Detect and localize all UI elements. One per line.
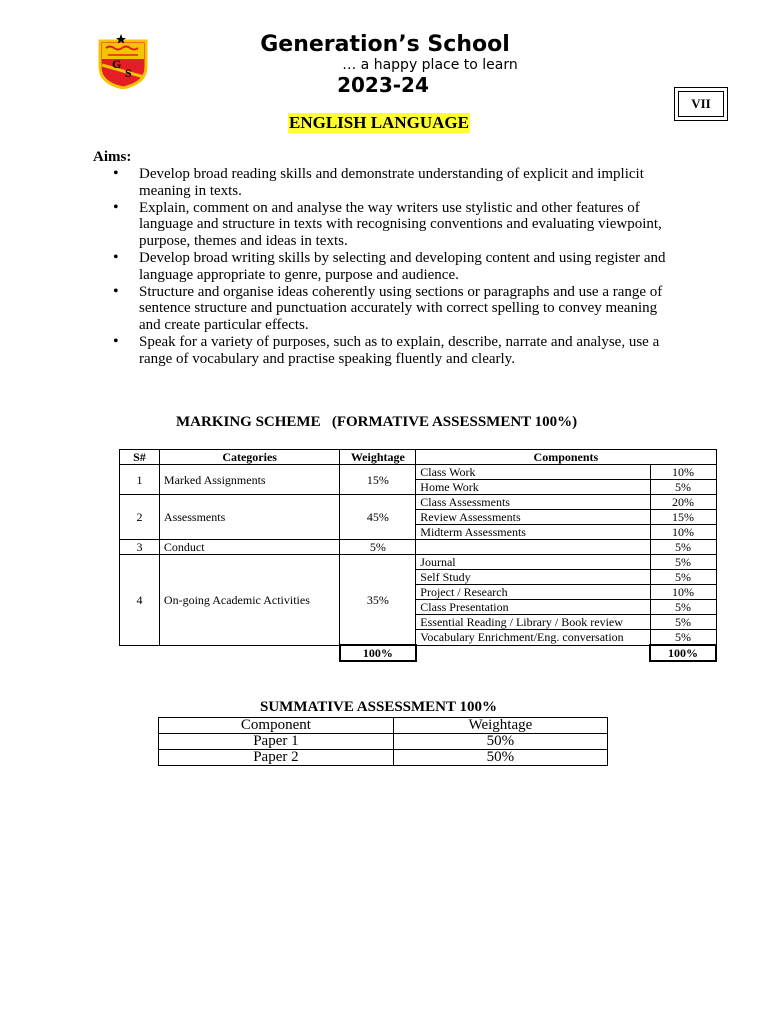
table-row xyxy=(120,555,717,570)
aims-item: • Develop broad reading skills and demonstrate understanding of explicit and implicit meaning in texts. xyxy=(113,166,673,200)
aims-list xyxy=(113,166,673,368)
table-row xyxy=(120,465,717,480)
svg-text:G: G xyxy=(112,57,122,71)
row-category: Assessments xyxy=(159,495,339,540)
table-row xyxy=(120,495,717,510)
aims-item: • Speak for a variety of purposes, such as to explain, describe, narrate and analyse, use a range of vocabulary and practise speaking fluently and clearly. xyxy=(113,334,673,368)
summative-weight: 50% xyxy=(393,734,607,750)
header-weightage: Weightage xyxy=(393,718,607,734)
row-category: Marked Assignments xyxy=(159,465,339,495)
component-name: Vocabulary Enrichment/Eng. conversation xyxy=(416,630,650,646)
component-weight: 5% xyxy=(650,615,716,630)
aims-item: • Explain, comment on and analyse the way writers use stylistic and other features of language and structure in texts with recognising conventions and evaluating viewpoint, purpose, themes and ideas in texts. xyxy=(113,200,673,250)
component-name: Essential Reading / Library / Book review xyxy=(416,615,650,630)
component-name: Self Study xyxy=(416,570,650,585)
summative-component: Paper 2 xyxy=(159,750,394,766)
component-name: Review Assessments xyxy=(416,510,650,525)
component-weight: 10% xyxy=(650,585,716,600)
component-name: Midterm Assessments xyxy=(416,525,650,540)
aims-item: • Structure and organise ideas coherently using sections or paragraphs and use a range of sentence structure and punctuation accurately with correct spelling to convey meaning and create particular effects. xyxy=(113,284,673,334)
component-name: Journal xyxy=(416,555,650,570)
row-sn: 3 xyxy=(120,540,160,555)
component-weight: 5% xyxy=(650,540,716,555)
component-name: Project / Research xyxy=(416,585,650,600)
aims-heading: Aims: xyxy=(93,149,132,165)
header-weightage: Weightage xyxy=(340,450,416,465)
component-weight: 5% xyxy=(650,570,716,585)
aims-item: • Develop broad writing skills by selecting and developing content and using register and language appropriate to genre, purpose and audience. xyxy=(113,250,673,284)
component-name: Home Work xyxy=(416,480,650,495)
table-total-row xyxy=(120,645,717,661)
component-weight: 5% xyxy=(650,555,716,570)
header-categories: Categories xyxy=(159,450,339,465)
component-name: Class Presentation xyxy=(416,600,650,615)
marking-scheme-title: MARKING SCHEME (FORMATIVE ASSESSMENT 100%) xyxy=(176,414,578,430)
svg-text:S: S xyxy=(125,66,132,80)
component-weight: 20% xyxy=(650,495,716,510)
component-weight: 10% xyxy=(650,525,716,540)
row-category: Conduct xyxy=(159,540,339,555)
total-components: 100% xyxy=(650,645,716,661)
header-components: Components xyxy=(416,450,716,465)
component-weight: 5% xyxy=(650,480,716,495)
summative-table xyxy=(158,717,608,766)
row-sn: 2 xyxy=(120,495,160,540)
row-weight: 35% xyxy=(340,555,416,646)
row-sn: 1 xyxy=(120,465,160,495)
summative-title: SUMMATIVE ASSESSMENT 100% xyxy=(260,699,497,715)
school-name: Generation’s School xyxy=(260,32,510,57)
subject-title: ENGLISH LANGUAGE xyxy=(289,113,469,132)
grade-box xyxy=(674,87,728,121)
table-row xyxy=(159,750,608,766)
row-sn: 4 xyxy=(120,555,160,646)
header-sn: S# xyxy=(120,450,160,465)
summative-component: Paper 1 xyxy=(159,734,394,750)
summative-weight: 50% xyxy=(393,750,607,766)
table-header-row xyxy=(120,450,717,465)
table-row xyxy=(159,734,608,750)
grade-label: VII xyxy=(678,91,724,117)
component-weight: 5% xyxy=(650,600,716,615)
table-row xyxy=(120,540,717,555)
component-name: Class Work xyxy=(416,465,650,480)
school-tagline: … a happy place to learn xyxy=(342,57,518,73)
row-weight: 15% xyxy=(340,465,416,495)
row-category: On-going Academic Activities xyxy=(159,555,339,646)
component-weight: 5% xyxy=(650,630,716,646)
component-weight: 15% xyxy=(650,510,716,525)
component-weight: 10% xyxy=(650,465,716,480)
school-logo xyxy=(94,33,152,89)
row-weight: 5% xyxy=(340,540,416,555)
academic-year: 2023-24 xyxy=(337,73,429,97)
row-weight: 45% xyxy=(340,495,416,540)
table-header-row xyxy=(159,718,608,734)
total-weight: 100% xyxy=(340,645,416,661)
component-name xyxy=(416,540,650,555)
header-component: Component xyxy=(159,718,394,734)
marking-scheme-table xyxy=(119,449,717,662)
component-name: Class Assessments xyxy=(416,495,650,510)
